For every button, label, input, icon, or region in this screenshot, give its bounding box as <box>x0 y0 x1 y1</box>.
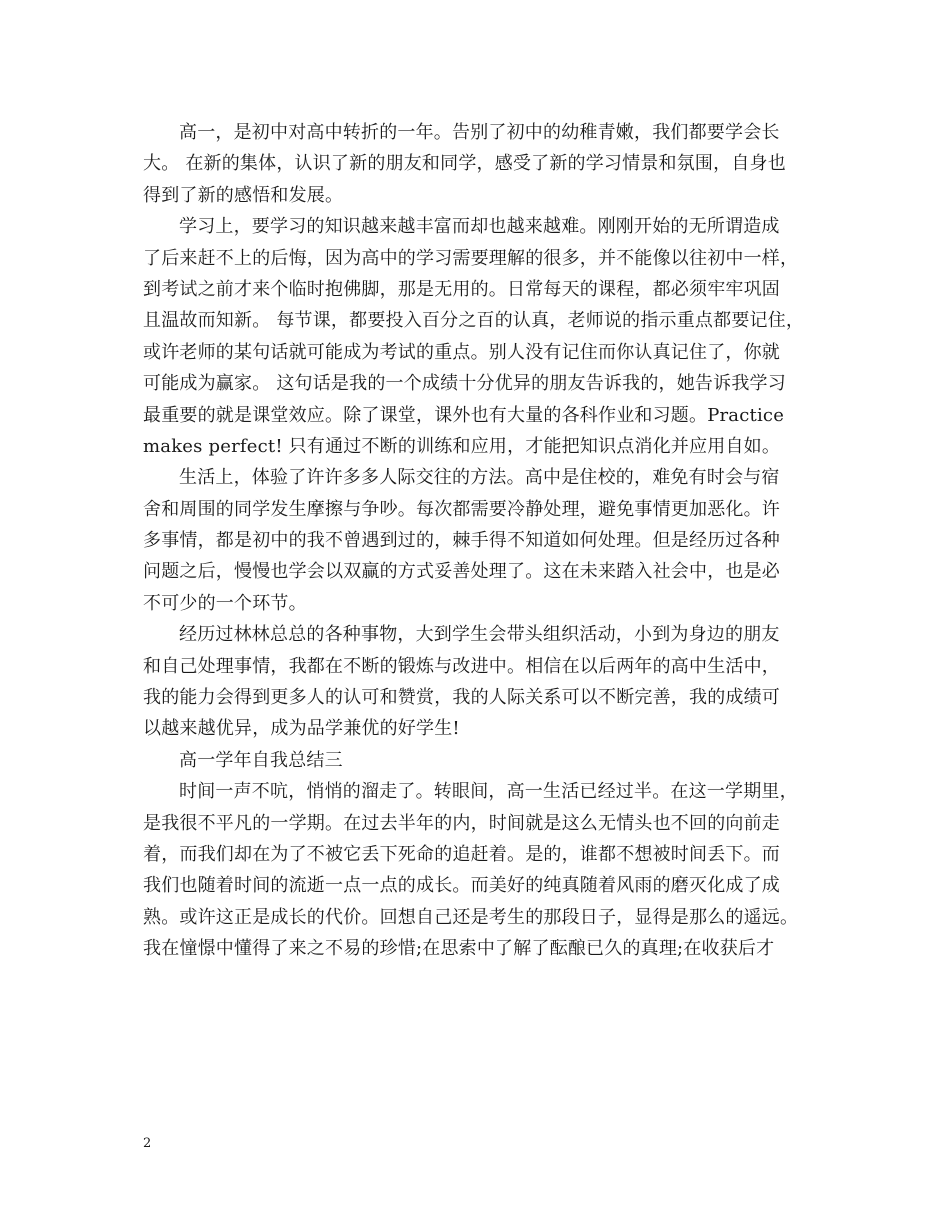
text-line: 经历过林林总总的各种事物，大到学生会带头组织活动，小到为身边的朋友 <box>179 624 780 646</box>
text-line: 以越来越优异，成为品学兼优的好学生! <box>143 718 460 740</box>
text-line: 且温故而知新。 每节课，都要投入百分之百的认真，老师说的指示重点都要记住， <box>143 310 805 332</box>
text-line: 我在憧憬中懂得了来之不易的珍惜;在思索中了解了酝酿已久的真理;在收获后才 <box>143 938 775 960</box>
page-number: 2 <box>143 1136 152 1151</box>
text-line: 我们也随着时间的流逝一点一点的成长。而美好的纯真随着风雨的磨灭化成了成 <box>143 875 780 897</box>
text-line: 我的能力会得到更多人的认可和赞赏，我的人际关系可以不断完善，我的成绩可 <box>143 687 780 709</box>
text-line: 舍和周围的同学发生摩擦与争吵。每次都需要冷静处理，避免事情更加恶化。许 <box>143 498 780 520</box>
body-text <box>143 117 811 965</box>
text-line: 得到了新的感悟和发展。 <box>143 184 344 206</box>
text-line: 最重要的就是课堂效应。除了课堂，课外也有大量的各科作业和习题。Practice <box>143 404 785 426</box>
text-line: 大。 在新的集体，认识了新的朋友和同学，感受了新的学习情景和氛围，自身也 <box>143 153 786 175</box>
text-line: 问题之后，慢慢也学会以双赢的方式妥善处理了。这在未来踏入社会中，也是必 <box>143 561 780 583</box>
text-line: makes perfect! 只有通过不断的训练和应用，才能把知识点消化并应用自如。 <box>143 435 781 457</box>
text-line: 时间一声不吭，悄悄的溜走了。转眼间，高一生活已经过半。在这一学期里， <box>179 781 798 803</box>
text-line: 了后来赶不上的后悔，因为高中的学习需要理解的很多，并不能像以往初中一样， <box>143 247 799 269</box>
text-line: 或许老师的某句话就可能成为考试的重点。别人没有记住而你认真记住了，你就 <box>143 341 780 363</box>
text-line: 可能成为赢家。 这句话是我的一个成绩十分优异的朋友告诉我的，她告诉我学习 <box>143 373 786 395</box>
text-line: 学习上，要学习的知识越来越丰富而却也越来越难。刚刚开始的无所谓造成 <box>179 216 780 238</box>
text-line: 熟。或许这正是成长的代价。回想自己还是考生的那段日子，显得是那么的遥远。 <box>143 906 799 928</box>
text-line: 多事情，都是初中的我不曾遇到过的，棘手得不知道如何处理。但是经历过各种 <box>143 530 780 552</box>
text-line: 高一，是初中对高中转折的一年。告别了初中的幼稚青嫩，我们都要学会长 <box>179 122 780 143</box>
text-line: 不可少的一个环节。 <box>143 592 307 614</box>
text-line: 到考试之前才来个临时抱佛脚，那是无用的。日常每天的课程，都必须牢牢巩固 <box>143 278 780 300</box>
text-line: 是我很不平凡的一学期。在过去半年的内，时间就是这么无情头也不回的向前走 <box>143 812 780 834</box>
text-line: 生活上，体验了许许多多人际交往的方法。高中是住校的，难免有时会与宿 <box>179 467 780 489</box>
text-line: 着，而我们却在为了不被它丢下死命的追赶着。是的，谁都不想被时间丢下。而 <box>143 843 780 865</box>
section-heading: 高一学年自我总结三 <box>179 749 343 771</box>
text-line: 和自己处理事情，我都在不断的锻炼与改进中。相信在以后两年的高中生活中， <box>143 655 780 677</box>
